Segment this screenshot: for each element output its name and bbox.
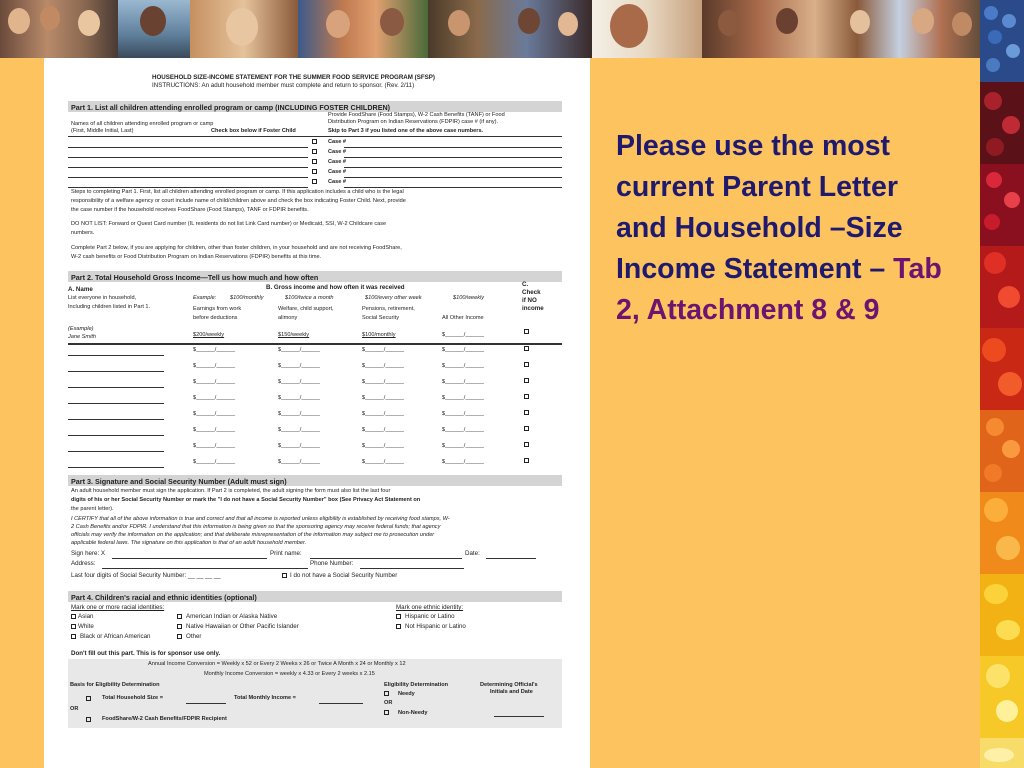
welfare-field[interactable]: $______/______ [278,395,320,401]
foster-checkbox[interactable] [312,139,317,144]
foster-label: Check box below if Foster Child [211,128,296,134]
no-income-checkbox[interactable] [524,458,529,463]
children-photo [0,0,118,58]
asian-checkbox[interactable] [71,614,76,619]
earnings-field[interactable]: $______/______ [193,363,235,369]
foodshare-checkbox [86,717,91,722]
welfare-field[interactable]: $______/______ [278,427,320,433]
earnings-field[interactable]: $______/______ [193,411,235,417]
no-income-checkbox[interactable] [524,442,529,447]
print-name-field[interactable] [310,558,462,559]
welfare-field[interactable]: $______/______ [278,443,320,449]
foster-checkbox[interactable] [312,149,317,154]
blueberries-image [980,0,1024,82]
photo-banner [0,0,1024,58]
earnings-field[interactable]: $______/______ [193,459,235,465]
form-instructions: INSTRUCTIONS: An adult household member must complete and return to sponsor. (Rev. 2/11) [152,82,415,89]
yellow-peppers-image [980,656,1024,738]
welfare-field[interactable]: $______/______ [278,347,320,353]
household-income-form: HOUSEHOLD SIZE-INCOME STATEMENT FOR THE SUMMER FOOD SERVICE PROGRAM (SFSP) INSTRUCTIONS: An adult household member must complete and return to sponsor. (Rev. 2/11) Part 1. List all children attending enrolled program or camp (INCLUDING FOSTER CHILDREN) Provide FoodShare (Food Stamps), W-2 Cash Benefits (TANF) or Food Distribution Program on Indian Reservations (FDPIR) case # (if any). Names of all children attending enrolled program or camp (First, Middle Initial, Last) Check box below if Foster Child Skip to Part 3 if you listed one of the above case numbers. Case # Case # Case # Case # Case # Steps to completing Part 1. First, list all children attending enrolled program or camp. If this application includes a child who is the legal responsibility of a welfare agency or court include name of child/children above and check the box indicating Foster Child. Next, provide the case number if the household receives FoodShare (Food Stamps), TANF or FDPIR benefits. DO NOT LIST: Forward or Quest Card number (IL residents do not list Link Card number) or Medicaid, SSI, W-2 Childcare case numbers. Complete Part 2 below, if you are applying for children, other than foster children, in your household and are not receiving FoodShare, W-2 cash benefits or Food Distribution Program on Indian Reservations (FDPIR) benefits at this time. Part 2. Total Household Gross Income—Tell us how much and how often A. Name B. Gross income and how often it was received C. Check if NO income List everyone in household, Including children listed in Part 1. Example: $100/monthly $100/twice a month $100/every other week $100/weekly Earnings from work before deductions Welfare, child support, alimony Pensions, retirement, Social Security All Other Income (Example) Jane Smith $200/weekly $150/weekly $100/monthly $______/______ $______/______ $______/______ $______/______ $______/______ $______/______ $______/______ $______/______ $______/______ $______/______ $______/______ $______/______ $______/______ $______/______ $______/______ $______/______ $______/______ $______/______ $______/______ $______/______ $______/______ $______/______ $______/______ $______/______ $______/______ $______/______ $______/______ $______/______ $______/______ $______/______ $______/______ $______/______ $______/______ Part 3. Signature and Social Security Number (Adult must sign) An adult household member must sign the application. If Part 2 is completed, the adult signing the form must also list the last four digits of his or her Social Security Number or mark the "I do not have a Social Security Number" box (See Privacy Act Statement on the parent letter). I CERTIFY that all of the above information is true and correct and that all income is reported unless eligibility is established by receiving food stamps, W- 2 Cash Benefits and/or FDPIR. I understand that this information is being given so that the sponsoring agency may receive federal funds; that agency officials may verify the information on the application; and that deliberate misrepresentation of the information may subject me to prosecution under applicable federal laws. The signature on this application is that of an adult household member. Sign here: X Print name: Date: Address: Phone Number: Last four digits of Social Security Number: __ __ __ __ I do not have a Social Security Number Part 4. Children's racial and ethnic identities (optional) Mark one or more racial identities: Mark one ethnic identity: Asian American Indian or Alaska Native Hispanic or Latino White Native Hawaiian or Other Pacific Islander Not Hispanic or Latino Black or African American Other Don't fill out this part. This is for sponsor use only. Annual Income Conversion = Weekly x 52 or Every 2 Weeks x 26 or Twice A Month x 24 or Monthly x 12 Monthly Income Conversion = weekly x 4.33 or Every 2 weeks x 2.15 Basis for Eligibility Determination Eligibility Determination Determining Official's Initials and Date Total Household Size = Total Monthly Income = Needy OR OR Non-Needy FoodShare/W-2 Cash Benefits/FDPIR Recipient [44,58,590,768]
girl-photo [190,0,298,58]
boy-photo [118,0,190,58]
form-title: HOUSEHOLD SIZE-INCOME STATEMENT FOR THE SUMMER FOOD SERVICE PROGRAM (SFSP) [152,74,435,81]
foster-checkbox[interactable] [312,169,317,174]
other-race-checkbox[interactable] [177,634,182,639]
earnings-field[interactable]: $______/______ [193,427,235,433]
food-image-strip [980,0,1024,768]
slide-heading [616,126,956,331]
earnings-field[interactable]: $______/______ [193,395,235,401]
no-income-checkbox[interactable] [524,378,529,383]
earnings-field[interactable]: $______/______ [193,379,235,385]
part2-header: Part 2. Total Household Gross Income—Tell us how much and how often [68,271,562,282]
welfare-field[interactable]: $______/______ [278,459,320,465]
foster-checkbox[interactable] [312,159,317,164]
no-income-checkbox [524,329,529,334]
needy-checkbox [384,691,389,696]
part4-header: Part 4. Children's racial and ethnic identities (optional) [68,591,562,602]
white-checkbox[interactable] [71,624,76,629]
pensions-field[interactable]: $______/______ [362,395,404,401]
part1-names-label: Names of all children attending enrolled program or camp [71,121,214,127]
other-income-field[interactable]: $______/______ [442,443,484,449]
bananas-image [980,738,1024,768]
pensions-field[interactable]: $______/______ [362,443,404,449]
hawaiian-checkbox[interactable] [177,624,182,629]
ssn-field[interactable]: Last four digits of Social Security Number: __ __ __ __ [71,572,221,579]
american-indian-checkbox[interactable] [177,614,182,619]
other-income-field[interactable]: $______/______ [442,411,484,417]
kids-eating-photo [298,0,428,58]
earnings-field[interactable]: $______/______ [193,347,235,353]
students-photo [428,0,592,58]
no-income-checkbox[interactable] [524,426,529,431]
strawberries-image [980,246,1024,328]
foster-checkbox[interactable] [312,179,317,184]
class-photo [702,0,984,58]
no-income-checkbox[interactable] [524,346,529,351]
sponsor-header: Don't fill out this part. This is for sponsor use only. [71,650,221,657]
other-income-field[interactable]: $______/______ [442,459,484,465]
pensions-field[interactable]: $______/______ [362,459,404,465]
hispanic-checkbox[interactable] [396,614,401,619]
welfare-field[interactable]: $______/______ [278,363,320,369]
signature-field[interactable] [112,558,267,559]
part3-header: Part 3. Signature and Social Security Number (Adult must sign) [68,475,562,486]
black-checkbox[interactable] [71,634,76,639]
no-income-checkbox[interactable] [524,410,529,415]
sign-here-label: Sign here: X [71,550,106,557]
pensions-field[interactable]: $______/______ [362,347,404,353]
pensions-field[interactable]: $______/______ [362,363,404,369]
address-field[interactable] [102,568,308,569]
heading-main: Please use the most current Parent Letter and Household –Size Income Statement – [616,130,903,285]
welfare-field[interactable]: $______/______ [278,411,320,417]
smiling-girl-photo [592,0,702,58]
raspberries-image [980,164,1024,246]
pensions-field[interactable]: $______/______ [362,411,404,417]
part1-header: Part 1. List all children attending enrolled program or camp (INCLUDING FOSTER CHILDREN) [68,101,562,112]
other-income-field[interactable]: $______/______ [442,427,484,433]
date-field[interactable] [486,558,536,559]
no-income-checkbox[interactable] [524,394,529,399]
household-size-checkbox [86,696,91,701]
carrots-image [980,410,1024,492]
heading-accent: Tab 2, Attachment 8 & 9 [616,253,942,326]
no-income-checkbox[interactable] [524,362,529,367]
pensions-field[interactable]: $______/______ [362,379,404,385]
oranges-image [980,492,1024,574]
welfare-field[interactable]: $______/______ [278,379,320,385]
other-income-field[interactable]: $______/______ [442,379,484,385]
earnings-field[interactable]: $______/______ [193,443,235,449]
other-income-field[interactable]: $______/______ [442,395,484,401]
phone-field[interactable] [360,568,464,569]
non-needy-checkbox [384,710,389,715]
other-income-field[interactable]: $______/______ [442,363,484,369]
other-income-field[interactable]: $______/______ [442,347,484,353]
tomatoes-image [980,328,1024,410]
pensions-field[interactable]: $______/______ [362,427,404,433]
not-hispanic-checkbox[interactable] [396,624,401,629]
no-ssn-checkbox[interactable] [282,573,287,578]
lemons-image [980,574,1024,656]
cherries-image [980,82,1024,164]
